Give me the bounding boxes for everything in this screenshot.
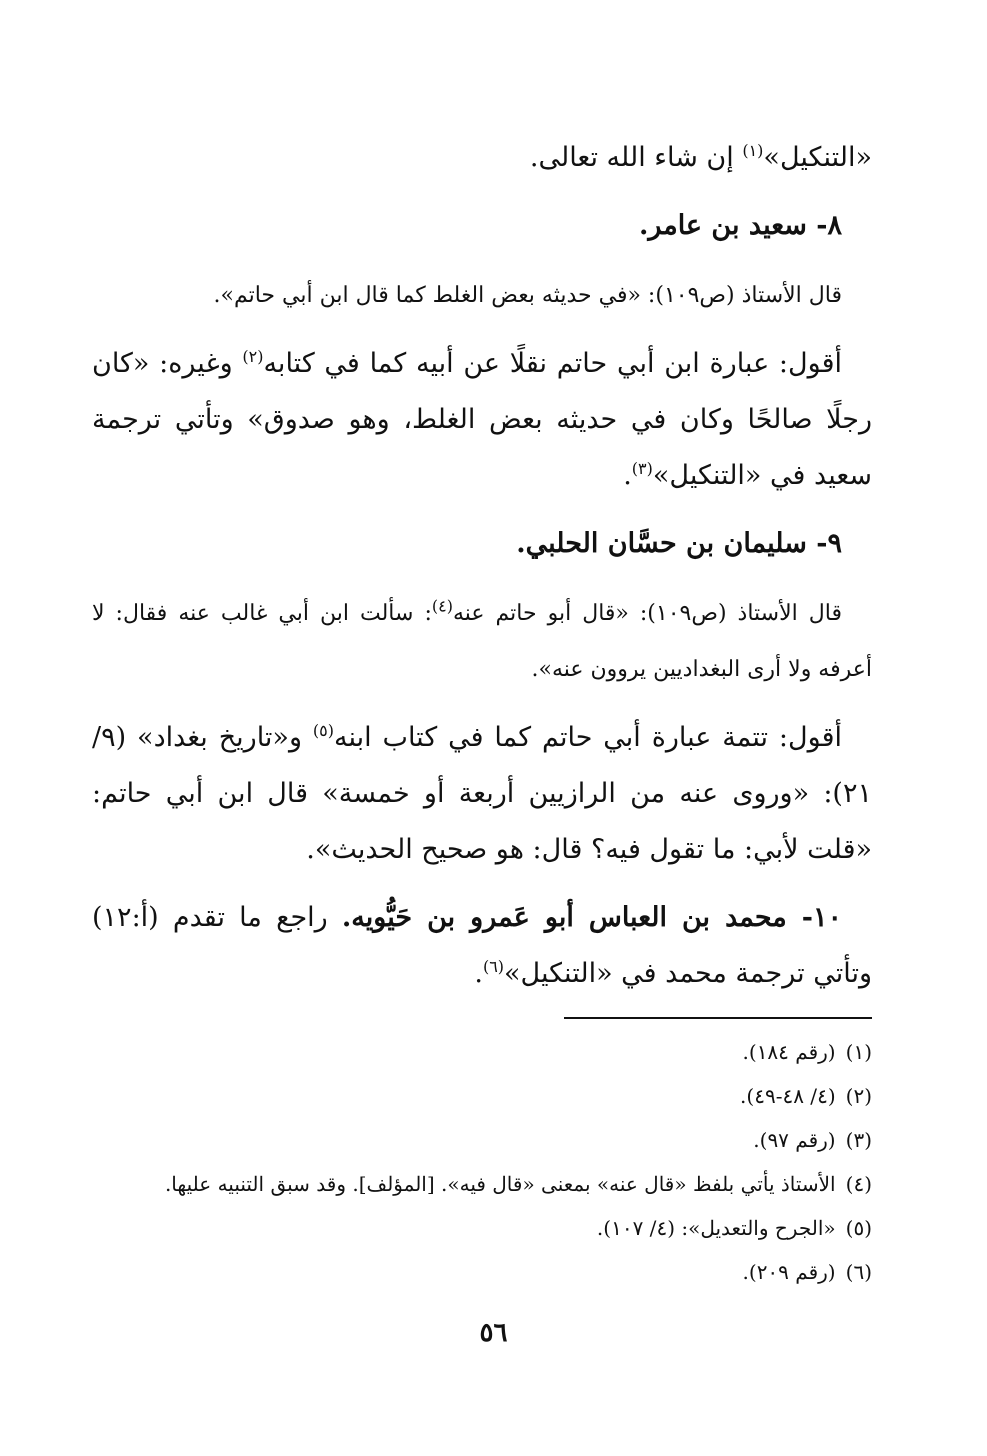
footnote-separator: [564, 1017, 872, 1019]
footnote-ref-3[interactable]: (٣): [631, 459, 653, 478]
page-number: ٥٦: [479, 1318, 508, 1348]
entry-9-reply-part2: و«تاريخ بغداد» (٩/ ٢١): «وروى عنه من الرازيين أربعة أو خمسة» قال ابن أبي حاتم: «قلت لأبي: ما تقول فيه؟ قال: هو صحيح الحديث».: [92, 722, 872, 865]
footnote-text: (رقم ١٨٤).: [742, 1040, 836, 1064]
entry-8-reply-part1: أقول: عبارة ابن أبي حاتم نقلًا عن أبيه كما في كتابه: [263, 348, 842, 379]
footnote-item: [92, 1206, 872, 1250]
footnote-ref-5[interactable]: (٥): [312, 721, 334, 740]
footnote-ref-6[interactable]: (٦): [482, 957, 505, 976]
footnote-text: (رقم ٩٧).: [753, 1128, 836, 1152]
entry-8-reply-part3: .: [623, 460, 632, 491]
footnote-text: الأستاذ يأتي بلفظ «قال عنه» بمعنى «قال فيه». [المؤلف]. وقد سبق التنبيه عليها.: [164, 1172, 836, 1196]
entry-9-heading: ٩- سليمان بن حسَّان الحلبي.: [516, 528, 842, 559]
footnote-number: (٣): [845, 1128, 872, 1152]
entry-10-heading: ١٠- محمد بن العباس أبو عَمرو بن حَيُّويه.: [341, 902, 842, 933]
footnote-ref-4[interactable]: (٤): [431, 596, 453, 616]
entry-10-text-part1: راجع ما تقدم (أ:١٢) وتأتي ترجمة محمد في «التنكيل»: [92, 902, 872, 989]
footnote-number: (٦): [845, 1260, 872, 1284]
footnote-item: [92, 1250, 872, 1294]
footnote-item: [92, 1162, 872, 1206]
entry-10-text-part2: .: [474, 958, 483, 989]
entry-8-heading: ٨- سعيد بن عامر.: [638, 210, 842, 241]
entry-8-reply-part2: وغيره: «كان رجلًا صالحًا وكان في حديثه بعض الغلط، وهو صدوق» وتأتي ترجمة سعيد في «التنكيل»: [92, 348, 872, 491]
footnote-number: (١): [845, 1040, 872, 1064]
main-text-body: [92, 130, 872, 1014]
entry-9-reply-part1: أقول: تتمة عبارة أبي حاتم كما في كتاب ابنه: [334, 722, 842, 753]
continuation-before: «التنكيل»: [763, 142, 872, 173]
footnotes-list: [92, 1030, 872, 1294]
footnote-number: (٥): [845, 1216, 872, 1240]
footnote-text: (٤/ ٤٨-٤٩).: [740, 1084, 836, 1108]
footnote-item: [92, 1030, 872, 1074]
footnote-item: [92, 1118, 872, 1162]
footnote-number: (٤): [845, 1172, 872, 1196]
entry-8-reply: [92, 336, 872, 504]
continuation-paragraph: [92, 130, 872, 186]
footnote-item: [92, 1074, 872, 1118]
footnote-ref-2[interactable]: (٢): [242, 347, 264, 366]
footnote-number: (٢): [845, 1084, 872, 1108]
continuation-after: إن شاء الله تعالى.: [529, 142, 743, 173]
footnote-ref-1[interactable]: (١): [742, 141, 764, 160]
footnote-text: (رقم ٢٠٩).: [742, 1260, 836, 1284]
footnote-text: «الجرح والتعديل»: (٤/ ١٠٧).: [596, 1216, 836, 1240]
entry-10-paragraph: [92, 890, 872, 1002]
entry-9-quote: [92, 586, 872, 698]
entry-9-quote-part1: قال الأستاذ (ص١٠٩): «قال أبو حاتم عنه: [452, 601, 842, 626]
entry-8-quote: قال الأستاذ (ص١٠٩): «في حديثه بعض الغلط كما قال ابن أبي حاتم».: [213, 283, 842, 308]
entry-9-reply: [92, 710, 872, 878]
entry-9-quote-part2: : سألت ابن أبي غالب عنه فقال: لا أعرفه ولا أرى البغداديين يروون عنه».: [92, 601, 872, 682]
